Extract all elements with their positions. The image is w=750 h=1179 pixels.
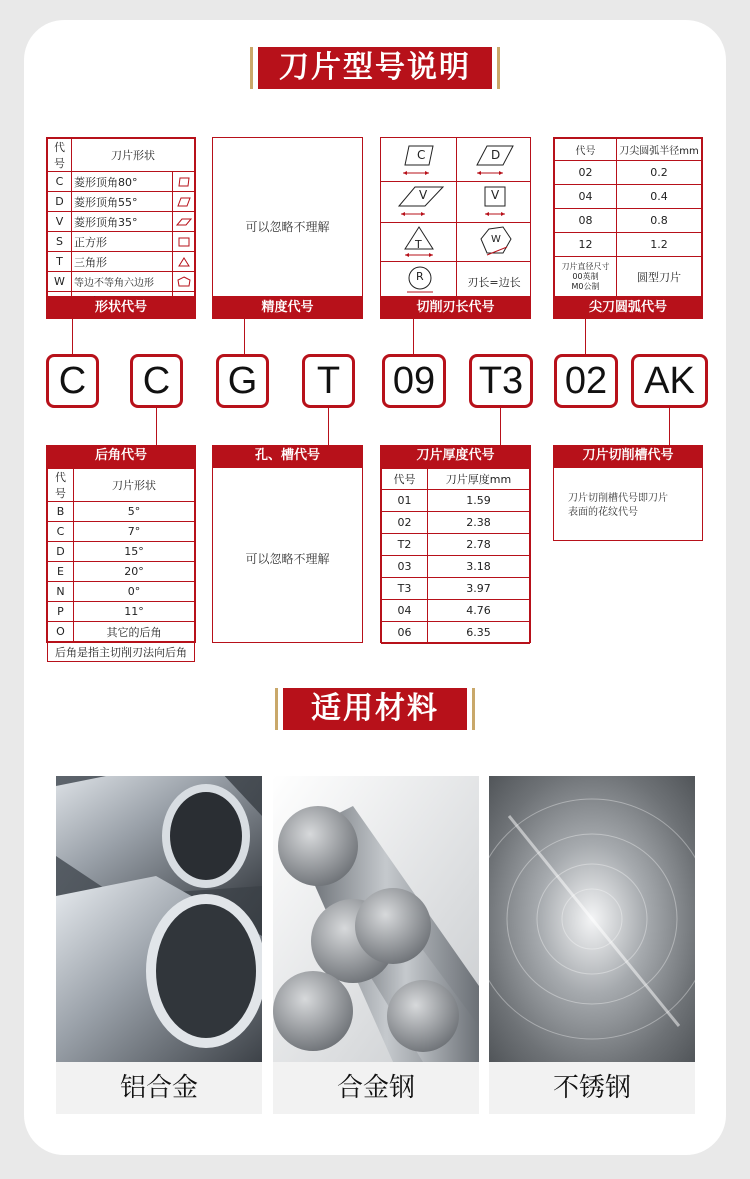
thickness-code: T3 xyxy=(382,578,428,600)
hole-note: 可以忽略不理解 xyxy=(245,552,330,566)
connector-line xyxy=(500,408,501,445)
material-label: 不锈钢 xyxy=(552,1073,631,1103)
code-letter-8: AK xyxy=(631,354,708,408)
clearance-code: N xyxy=(48,582,74,602)
radius-round-line: 00英制 xyxy=(572,271,599,281)
thickness-value: 4.76 xyxy=(428,600,530,622)
radius-code: 02 xyxy=(555,161,617,185)
table-row xyxy=(48,582,195,602)
shape-code-table xyxy=(46,137,196,297)
radius-header-value: 刀尖圆弧半径mm xyxy=(617,139,702,161)
clearance-value: 0° xyxy=(74,582,195,602)
material-label: 铝合金 xyxy=(119,1073,198,1103)
material-card-stainless xyxy=(489,776,695,1114)
table-row xyxy=(555,185,702,209)
table-row xyxy=(382,600,530,622)
code-letter-2: C xyxy=(130,354,183,408)
rhombus-55-icon xyxy=(173,192,195,212)
edge-letter-v2: V xyxy=(491,188,500,202)
radius-code: 12 xyxy=(555,233,617,257)
table-row xyxy=(382,578,530,600)
material-label: 合金钢 xyxy=(336,1073,415,1103)
shape-header-shape: 刀片形状 xyxy=(72,139,195,172)
radius-round-line: 刀片直径尺寸 xyxy=(561,261,610,271)
shape-desc: 菱形顶角55° xyxy=(72,192,173,212)
edge-letter-w: W xyxy=(491,234,501,245)
code-letter-6: T3 xyxy=(469,354,533,408)
radius-code-table xyxy=(553,137,703,297)
shape-code: C xyxy=(48,172,72,192)
table-row xyxy=(48,212,195,232)
material-card-alloy-steel xyxy=(273,776,479,1114)
table-row xyxy=(48,272,195,292)
radius-value: 0.2 xyxy=(617,161,702,185)
clearance-code: B xyxy=(48,502,74,522)
table-row xyxy=(48,522,195,542)
table-row xyxy=(382,534,530,556)
code-letter-7: 02 xyxy=(554,354,618,408)
chipbreaker-note xyxy=(568,492,668,520)
table-row xyxy=(555,209,702,233)
shape-code-label: 形状代号 xyxy=(46,297,196,319)
clearance-value: 15° xyxy=(74,542,195,562)
code-letter-1: C xyxy=(46,354,99,408)
clearance-code: O xyxy=(48,622,74,642)
rhombus-80-icon xyxy=(173,172,195,192)
clearance-code-table xyxy=(46,467,196,659)
thickness-code-table xyxy=(380,467,531,643)
connector-line xyxy=(328,408,329,445)
connector-line xyxy=(413,319,414,355)
edge-letter-t: T xyxy=(415,238,422,251)
steel-bars-photo xyxy=(273,776,479,1062)
thickness-header-code: 代号 xyxy=(382,469,428,490)
code-letter-3: G xyxy=(216,354,269,408)
table-row xyxy=(48,192,195,212)
precision-box xyxy=(212,137,363,297)
radius-header-code: 代号 xyxy=(555,139,617,161)
connector-line xyxy=(156,408,157,445)
table-row xyxy=(48,542,195,562)
thickness-value: 3.18 xyxy=(428,556,530,578)
thickness-code: 03 xyxy=(382,556,428,578)
radius-code-label: 尖刀圆弧代号 xyxy=(553,297,703,319)
edge-length-box xyxy=(380,137,531,297)
table-row xyxy=(382,490,530,512)
table-row xyxy=(555,257,702,297)
clearance-value: 其它的后角 xyxy=(74,622,195,642)
shape-code: S xyxy=(48,232,72,252)
edge-length-label: 切削刃长代号 xyxy=(380,297,531,319)
table-row xyxy=(48,502,195,522)
table-row xyxy=(382,556,530,578)
square-icon xyxy=(173,232,195,252)
clearance-value: 5° xyxy=(74,502,195,522)
radius-round-code xyxy=(555,257,617,297)
radius-value: 0.4 xyxy=(617,185,702,209)
material-card-aluminum xyxy=(56,776,262,1114)
chipbreaker-note-line: 表面的花纹代号 xyxy=(568,507,638,518)
clearance-footer: 后角是指主切削刃法向后角 xyxy=(48,642,195,662)
chipbreaker-note-line: 刀片切削槽代号即刀片 xyxy=(568,493,668,504)
thickness-code-label: 刀片厚度代号 xyxy=(380,445,531,467)
thickness-code: 06 xyxy=(382,622,428,644)
radius-value: 0.8 xyxy=(617,209,702,233)
thickness-code: T2 xyxy=(382,534,428,556)
thickness-value: 2.78 xyxy=(428,534,530,556)
hole-code-label: 孔、槽代号 xyxy=(212,445,363,467)
radius-round-line: M0公制 xyxy=(571,281,600,291)
thickness-header-value: 刀片厚度mm xyxy=(428,469,530,490)
precision-code-label: 精度代号 xyxy=(212,297,363,319)
clearance-code: C xyxy=(48,522,74,542)
table-row xyxy=(382,512,530,534)
hexagon-icon xyxy=(173,272,195,292)
code-letter-5: 09 xyxy=(382,354,446,408)
table-row xyxy=(48,172,195,192)
thickness-code: 01 xyxy=(382,490,428,512)
radius-code: 04 xyxy=(555,185,617,209)
table-row xyxy=(48,252,195,272)
shape-header-code: 代号 xyxy=(48,139,72,172)
radius-value: 1.2 xyxy=(617,233,702,257)
thickness-code: 04 xyxy=(382,600,428,622)
shape-desc: 等边不等角六边形 xyxy=(72,272,173,292)
thickness-value: 6.35 xyxy=(428,622,530,644)
hole-box xyxy=(212,467,363,643)
chipbreaker-box xyxy=(553,467,703,541)
clearance-header-code: 代号 xyxy=(48,469,74,502)
code-letter-4: T xyxy=(302,354,355,408)
table-row xyxy=(555,161,702,185)
aluminum-tubes-photo xyxy=(56,776,262,1062)
shape-code: D xyxy=(48,192,72,212)
triangle-icon xyxy=(173,252,195,272)
materials-title: 适用材料 xyxy=(283,688,467,730)
edge-letter-v1: V xyxy=(419,188,428,202)
thickness-value: 2.38 xyxy=(428,512,530,534)
shape-desc: 菱形顶角35° xyxy=(72,212,173,232)
radius-code: 08 xyxy=(555,209,617,233)
shape-desc: 正方形 xyxy=(72,232,173,252)
chipbreaker-code-label: 刀片切削槽代号 xyxy=(553,445,703,467)
connector-line xyxy=(72,319,73,355)
shape-code: V xyxy=(48,212,72,232)
shape-desc: 三角形 xyxy=(72,252,173,272)
thickness-code: 02 xyxy=(382,512,428,534)
clearance-header-value: 刀片形状 xyxy=(74,469,195,502)
table-row xyxy=(48,622,195,642)
table-row xyxy=(382,622,530,644)
connector-line xyxy=(244,319,245,355)
brushed-stainless-photo xyxy=(489,776,695,1062)
table-row xyxy=(48,562,195,582)
edge-length-note: 刃长=边长 xyxy=(467,276,521,289)
shape-desc: 菱形顶角80° xyxy=(72,172,173,192)
clearance-code: D xyxy=(48,542,74,562)
clearance-code: E xyxy=(48,562,74,582)
edge-letter-r: R xyxy=(416,270,424,283)
shape-code: W xyxy=(48,272,72,292)
shape-code: T xyxy=(48,252,72,272)
clearance-value: 20° xyxy=(74,562,195,582)
thickness-value: 3.97 xyxy=(428,578,530,600)
clearance-code: P xyxy=(48,602,74,622)
radius-round-value: 圆型刀片 xyxy=(617,257,702,297)
table-row xyxy=(48,232,195,252)
thickness-value: 1.59 xyxy=(428,490,530,512)
clearance-value: 7° xyxy=(74,522,195,542)
table-row xyxy=(48,602,195,622)
connector-line xyxy=(585,319,586,355)
edge-letter-c: C xyxy=(417,148,426,162)
connector-line xyxy=(669,408,670,445)
table-row xyxy=(555,233,702,257)
rhombus-35-icon xyxy=(173,212,195,232)
page-title: 刀片型号说明 xyxy=(258,47,492,89)
clearance-code-label: 后角代号 xyxy=(46,445,196,467)
edge-letter-d: D xyxy=(491,148,501,162)
precision-note: 可以忽略不理解 xyxy=(245,220,330,234)
clearance-value: 11° xyxy=(74,602,195,622)
